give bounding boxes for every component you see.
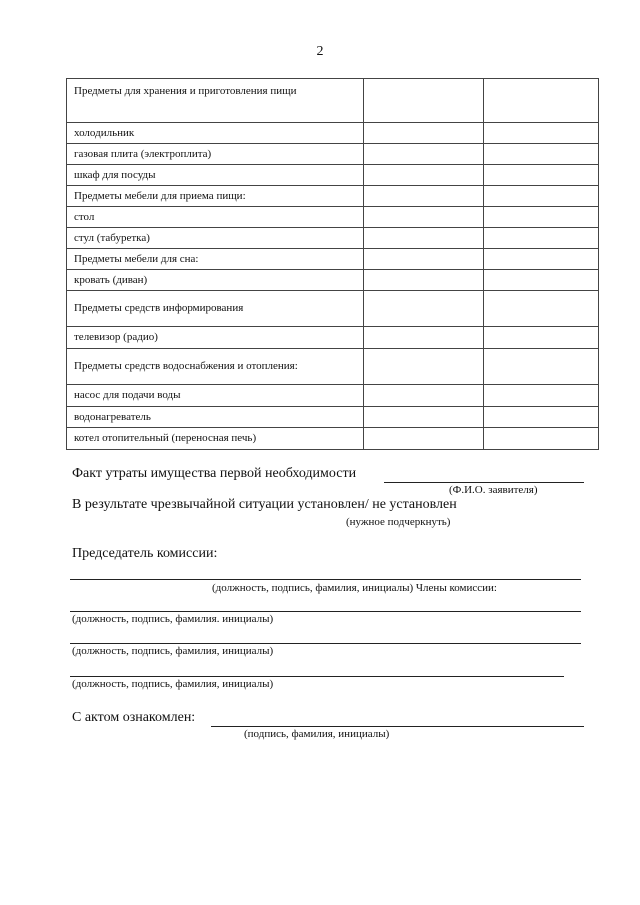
cell-column-2[interactable] — [364, 228, 484, 249]
cell-column-3[interactable] — [484, 123, 599, 144]
cell-column-2[interactable] — [364, 385, 484, 407]
table-row — [67, 144, 599, 165]
cell-column-3[interactable] — [484, 428, 599, 450]
cell-column-3[interactable] — [484, 79, 599, 123]
item-label: Предметы для хранения и приготовления пищи — [67, 79, 364, 123]
cell-column-3[interactable] — [484, 144, 599, 165]
table-row — [67, 79, 599, 123]
table-row — [67, 249, 599, 270]
table-row — [67, 291, 599, 327]
item-label: стул (табуретка) — [67, 228, 364, 249]
table-row — [67, 228, 599, 249]
table-row — [67, 123, 599, 144]
cell-column-2[interactable] — [364, 349, 484, 385]
cell-column-3[interactable] — [484, 165, 599, 186]
table-row — [67, 327, 599, 349]
item-label: кровать (диван) — [67, 270, 364, 291]
applicant-caption: (Ф.И.О. заявителя) — [449, 484, 538, 496]
cell-column-3[interactable] — [484, 349, 599, 385]
member-signature-line-1[interactable] — [70, 611, 581, 612]
table-row — [67, 270, 599, 291]
item-label: Предметы мебели для сна: — [67, 249, 364, 270]
acknowledged-caption: (подпись, фамилия, инициалы) — [244, 728, 390, 740]
item-label: водонагреватель — [67, 407, 364, 428]
table-row — [67, 186, 599, 207]
member-caption-1: (должность, подпись, фамилия. инициалы) — [72, 613, 274, 625]
item-label: шкаф для посуды — [67, 165, 364, 186]
table-row — [67, 407, 599, 428]
cell-column-3[interactable] — [484, 249, 599, 270]
member-caption-3: (должность, подпись, фамилия, инициалы) — [72, 678, 274, 690]
table-row — [67, 207, 599, 228]
cell-column-2[interactable] — [364, 291, 484, 327]
table-row — [67, 428, 599, 450]
cell-column-3[interactable] — [484, 291, 599, 327]
emergency-status-text: В результате чрезвычайной ситуации установлен/ не установлен — [72, 497, 457, 512]
item-label: стол — [67, 207, 364, 228]
member-caption-2: (должность, подпись, фамилия, инициалы) — [72, 645, 274, 657]
cell-column-2[interactable] — [364, 428, 484, 450]
applicant-name-line[interactable] — [384, 482, 584, 483]
table-row — [67, 165, 599, 186]
item-label: газовая плита (электроплита) — [67, 144, 364, 165]
chairman-signature-line[interactable] — [70, 579, 581, 580]
acknowledged-label: С актом ознакомлен: — [72, 710, 196, 725]
item-label: насос для подачи воды — [67, 385, 364, 407]
cell-column-3[interactable] — [484, 385, 599, 407]
cell-column-3[interactable] — [484, 186, 599, 207]
member-signature-line-2[interactable] — [70, 643, 581, 644]
item-label: холодильник — [67, 123, 364, 144]
item-label: Предметы средств водоснабжения и отопления: — [67, 349, 364, 385]
acknowledged-signature-line[interactable] — [211, 726, 584, 727]
chairman-caption: (должность, подпись, фамилия, инициалы) Члены комиссии: — [212, 582, 497, 594]
member-signature-line-3[interactable] — [70, 676, 564, 677]
table-row — [67, 385, 599, 407]
loss-fact-text: Факт утраты имущества первой необходимости — [72, 466, 357, 481]
cell-column-2[interactable] — [364, 186, 484, 207]
item-label: телевизор (радио) — [67, 327, 364, 349]
underline-note: (нужное подчеркнуть) — [346, 516, 451, 528]
cell-column-2[interactable] — [364, 79, 484, 123]
cell-column-2[interactable] — [364, 249, 484, 270]
table-row — [67, 349, 599, 385]
cell-column-3[interactable] — [484, 407, 599, 428]
cell-column-3[interactable] — [484, 228, 599, 249]
cell-column-2[interactable] — [364, 270, 484, 291]
cell-column-3[interactable] — [484, 207, 599, 228]
item-label: Предметы мебели для приема пищи: — [67, 186, 364, 207]
property-table — [66, 78, 599, 450]
cell-column-2[interactable] — [364, 144, 484, 165]
chairman-label: Председатель комиссии: — [72, 546, 218, 561]
page-number: 2 — [316, 44, 324, 59]
cell-column-3[interactable] — [484, 270, 599, 291]
cell-column-2[interactable] — [364, 165, 484, 186]
cell-column-2[interactable] — [364, 327, 484, 349]
cell-column-3[interactable] — [484, 327, 599, 349]
item-label: Предметы средств информирования — [67, 291, 364, 327]
cell-column-2[interactable] — [364, 123, 484, 144]
item-label: котел отопительный (переносная печь) — [67, 428, 364, 450]
cell-column-2[interactable] — [364, 407, 484, 428]
cell-column-2[interactable] — [364, 207, 484, 228]
